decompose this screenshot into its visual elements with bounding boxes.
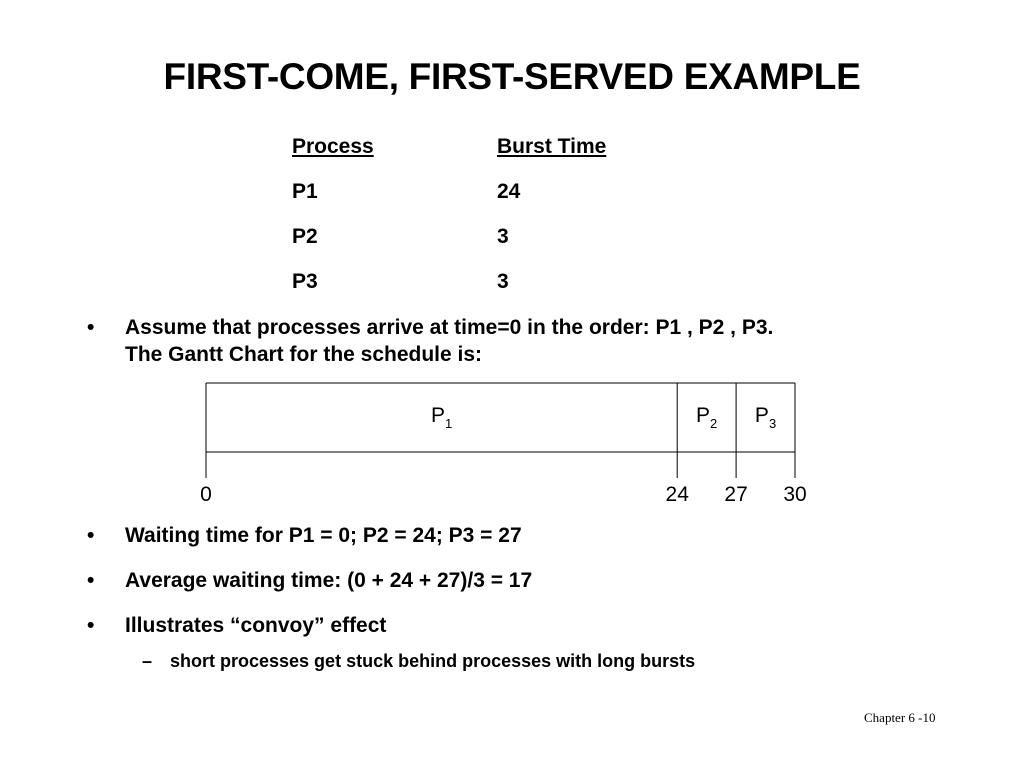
- gantt-chart: [0, 370, 1024, 510]
- sub-bullet-dash: –: [142, 651, 153, 671]
- gantt-tick-label: 30: [783, 483, 807, 506]
- process-name: P2: [292, 225, 318, 248]
- bullet-text: Waiting time for P1 = 0; P2 = 24; P3 = 27: [125, 524, 522, 547]
- bullet-waiting-time: [87, 522, 985, 549]
- slide-title: FIRST-COME, FIRST-SERVED EXAMPLE: [163, 56, 861, 97]
- bullet-text-line2: The Gantt Chart for the schedule is:: [125, 343, 483, 366]
- gantt-chart-svg: [0, 370, 1024, 510]
- sub-bullet-short-processes: [142, 649, 990, 673]
- gantt-tick-label: 27: [724, 483, 748, 506]
- bullet-dot: •: [87, 524, 95, 547]
- bullet-dot: •: [87, 569, 95, 592]
- gantt-tick-label: 0: [200, 483, 212, 506]
- process-name: P3: [292, 270, 318, 293]
- header-process: Process: [292, 135, 374, 158]
- gantt-segment-label: $P_1$: [430, 404, 453, 431]
- gantt-segment-label: $P_3$: [754, 404, 777, 431]
- bullet-dot: •: [87, 614, 95, 637]
- bullet-convoy-effect: [87, 612, 985, 639]
- bullet-text: Illustrates “convoy” effect: [125, 614, 387, 637]
- header-burst-time: Burst Time: [497, 135, 607, 158]
- burst-time-value: 24: [497, 180, 521, 203]
- gantt-segment-label: $P_2$: [696, 404, 718, 431]
- sub-bullet-text: short processes get stuck behind processes with long bursts: [170, 651, 696, 671]
- process-name: P1: [292, 180, 318, 203]
- burst-time-value: 3: [497, 270, 509, 293]
- bullet-text-line1: Assume that processes arrive at time=0 in the order: P1 , P2 , P3.: [125, 316, 774, 339]
- bullet-average-waiting: [87, 567, 985, 594]
- gantt-tick-label: 24: [665, 483, 689, 506]
- bullet-arrival-order: [87, 314, 985, 368]
- slide-footer: Chapter 6 -10: [864, 710, 936, 725]
- burst-time-value: 3: [497, 225, 509, 248]
- bullet-dot: •: [87, 316, 95, 339]
- bullet-text: Average waiting time: (0 + 24 + 27)/3 = 17: [125, 569, 533, 592]
